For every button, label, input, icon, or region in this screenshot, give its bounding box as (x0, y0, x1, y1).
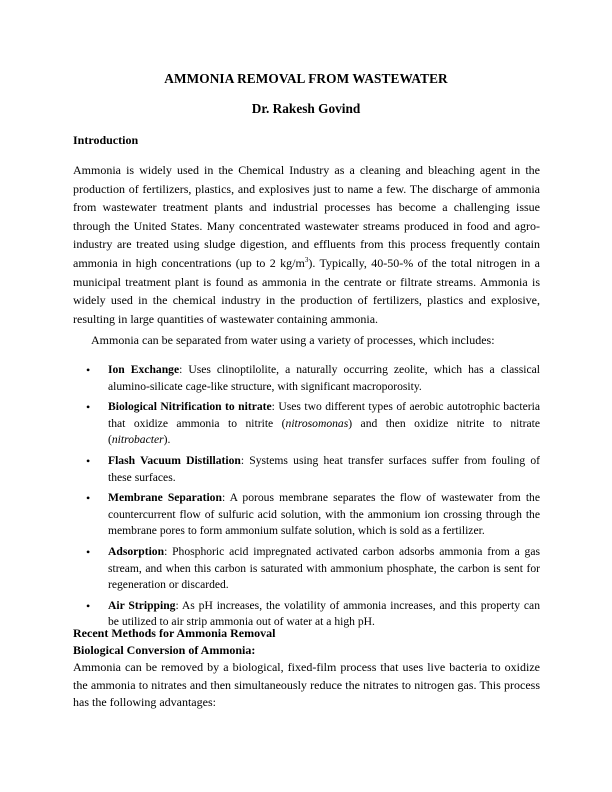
species-name: nitrosomonas (285, 416, 349, 430)
intro-text-part-2: ). Typically, 40-50-% of the total nitrogen in a municipal treatment plant is found as ammonia in the centrate or filtrate streams. Ammonia is widely used in the chemical industry in the production of fertilizers, plastics and explosive, resulting in large quantities of wastewater containing ammonia. (73, 255, 540, 326)
process-term: Adsorption (108, 545, 165, 559)
biological-conversion-paragraph: Ammonia can be removed by a biological, fixed-film process that uses live bacteria to oxidize the ammonia to nitrates and then simultaneously reduce the nitrates to nitrogen gas. This process has the following advantages: (73, 660, 540, 710)
bullet-icon: • (86, 545, 91, 560)
list-item-flash-vacuum-distillation (85, 453, 540, 486)
process-description: : Uses clinoptilolite, a naturally occurring zeolite, which has a classical alumino-silicate cage-like structure, with significant macroporosity. (108, 363, 540, 393)
process-term: Flash Vacuum Distillation (108, 454, 241, 468)
process-term: Membrane Separation (108, 491, 222, 505)
subheading-biological-conversion: Biological Conversion of Ammonia: (73, 643, 256, 657)
process-description: : Phosphoric acid impregnated activated carbon adsorbs ammonia from a gas stream, and when this carbon is saturated with ammonium phosphate, the carbon is sent for regeneration or discarded. (108, 545, 540, 592)
section-heading-recent-methods: Recent Methods for Ammonia Removal (73, 626, 276, 640)
list-item-ion-exchange (85, 362, 540, 395)
intro-text-part-1: Ammonia is widely used in the Chemical Industry as a cleaning and bleaching agent in the production of fertilizers, plastics, and explosives just to name a few. The discharge of ammonia from wastewater treatment plants and industrial processes has become a challenging issue through the United States. Many concentrated wastewater streams produced in food and agro-industry are treated using sludge digestion, and effluents from this process frequently contain ammonia in high concentrations (up to 2 kg/m (73, 163, 540, 270)
species-name: nitrobacter (111, 433, 164, 447)
bullet-icon: • (86, 598, 91, 613)
bullet-icon: • (86, 491, 91, 506)
processes-list (85, 362, 540, 635)
section-heading-introduction: Introduction (73, 133, 139, 147)
process-description: ). (163, 433, 171, 447)
bullet-icon: • (86, 363, 91, 377)
document-title: AMMONIA REMOVAL FROM WASTEWATER (164, 71, 448, 86)
superscript-3: 3 (304, 255, 309, 264)
bullet-icon: • (86, 400, 91, 415)
document-author: Dr. Rakesh Govind (251, 101, 361, 116)
process-term: Air Stripping (108, 598, 176, 612)
process-description: : As pH increases, the volatility of ammonia increases, and this property can be utilized to air strip ammonia out of water at a high pH. (108, 598, 541, 629)
process-description: : A porous membrane separates the flow of wastewater from the countercurrent flow of sulfuric acid solution, with the ammonium ion crossing through the membrane pores to form ammonium sulfate solution, which is sold as a fertilizer. (108, 491, 540, 538)
process-term: Ion Exchange (108, 363, 180, 376)
process-term: Biological Nitrification to nitrate (108, 400, 272, 414)
bullet-icon: • (86, 454, 91, 469)
introduction-paragraph (73, 161, 540, 328)
process-description: : Uses two different types of aerobic autotrophic bacteria that oxidize ammonia to nitrite ( (108, 400, 540, 430)
list-item-biological-nitrification (85, 399, 540, 449)
list-item-membrane-separation (85, 490, 540, 540)
processes-lead-sentence: Ammonia can be separated from water using a variety of processes, which includes: (91, 333, 495, 347)
process-description: ) and then oxidize nitrite to nitrate ( (108, 416, 540, 447)
list-item-adsorption (85, 544, 540, 594)
process-description: : Systems using heat transfer surfaces suffer from fouling of these surfaces. (108, 454, 540, 484)
